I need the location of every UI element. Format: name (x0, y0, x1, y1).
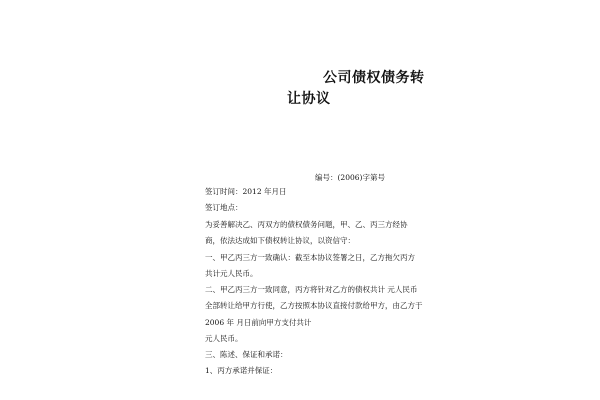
clause-2-line-4: 元人民币。 (205, 334, 243, 343)
clause-3-item-1: 1、丙方承诺并保证： (205, 366, 278, 375)
clause-2-line-2: 全部转让给甲方行使，乙方按照本协议直接付款给甲方，由乙方于 (205, 301, 423, 310)
sign-time: 签订时间：2012 年月日 (205, 187, 287, 196)
document-number: 编号：(2006)字第号 (315, 173, 385, 182)
clause-3-heading: 三、陈述、保证和承诺： (205, 350, 288, 359)
document-title-line-1: 公司债权债务转 (323, 70, 425, 86)
clause-2-line-1: 二、甲乙丙三方一致同意，丙方将针对乙方的债权共计 元人民币 (205, 285, 418, 294)
clause-1-line-1: 一、甲乙丙三方一致确认：截至本协议签署之日，乙方拖欠丙方 (205, 253, 415, 262)
sign-place: 签订地点： (205, 203, 243, 212)
intro-paragraph-line-1: 为妥善解决乙、丙双方的债权债务问题，甲、乙、丙三方经协 (205, 220, 408, 229)
intro-paragraph-line-2: 商，依法达成如下债权转让协议，以资信守： (205, 236, 355, 245)
clause-2-line-3: 2006 年 月日前向甲方支付共计 (205, 318, 312, 327)
document-title-line-2: 让协议 (287, 91, 331, 107)
clause-1-line-2: 共计元人民币。 (205, 269, 258, 278)
